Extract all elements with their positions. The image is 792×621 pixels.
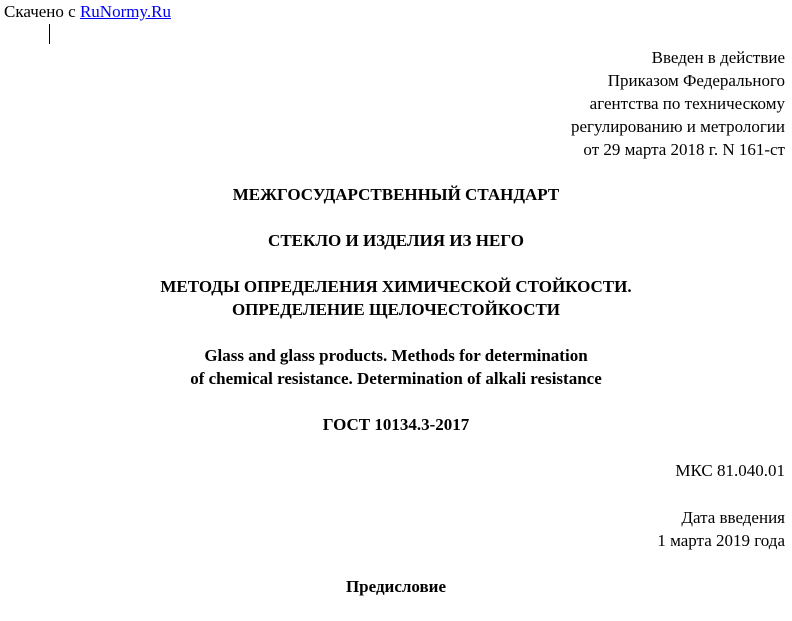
source-link[interactable]: RuNormy.Ru [79, 2, 171, 21]
text-cursor [49, 24, 50, 44]
enactment-line: Введен в действие [651, 48, 785, 67]
enactment-line: Приказом Федерального [607, 71, 785, 90]
method-line: ОПРЕДЕЛЕНИЕ ЩЕЛОЧЕСТОЙКОСТИ [231, 300, 561, 319]
enactment-line: от 29 марта 2018 г. N 161-ст [583, 140, 785, 159]
subject-title: СТЕКЛО И ИЗДЕЛИЯ ИЗ НЕГО [268, 231, 524, 250]
enactment-line: регулированию и метрологии [570, 117, 785, 136]
gost-number-heading [0, 413, 792, 436]
method-line: МЕТОДЫ ОПРЕДЕЛЕНИЯ ХИМИЧЕСКОЙ СТОЙКОСТИ. [160, 277, 632, 296]
section-heading [0, 575, 792, 598]
english-line: Glass and glass products. Methods for determination [204, 346, 588, 365]
source-line [4, 2, 171, 22]
subject-heading [0, 229, 792, 252]
date-label: Дата введения [681, 508, 785, 527]
enactment-line: агентства по техническому [589, 94, 785, 113]
section-title: Предисловие [345, 577, 447, 596]
english-line: of chemical resistance. Determination of alkali resistance [190, 369, 602, 388]
method-heading [0, 275, 792, 321]
english-title [0, 344, 792, 390]
enactment-block [571, 46, 785, 161]
source-prefix: Скачено с [4, 2, 80, 21]
standard-type: МЕЖГОСУДАРСТВЕННЫЙ СТАНДАРТ [232, 185, 560, 204]
date-value: 1 марта 2019 года [657, 531, 785, 550]
mks-code: МКС 81.040.01 [675, 461, 785, 480]
standard-type-heading [0, 183, 792, 206]
gost-number: ГОСТ 10134.3-2017 [322, 415, 470, 434]
